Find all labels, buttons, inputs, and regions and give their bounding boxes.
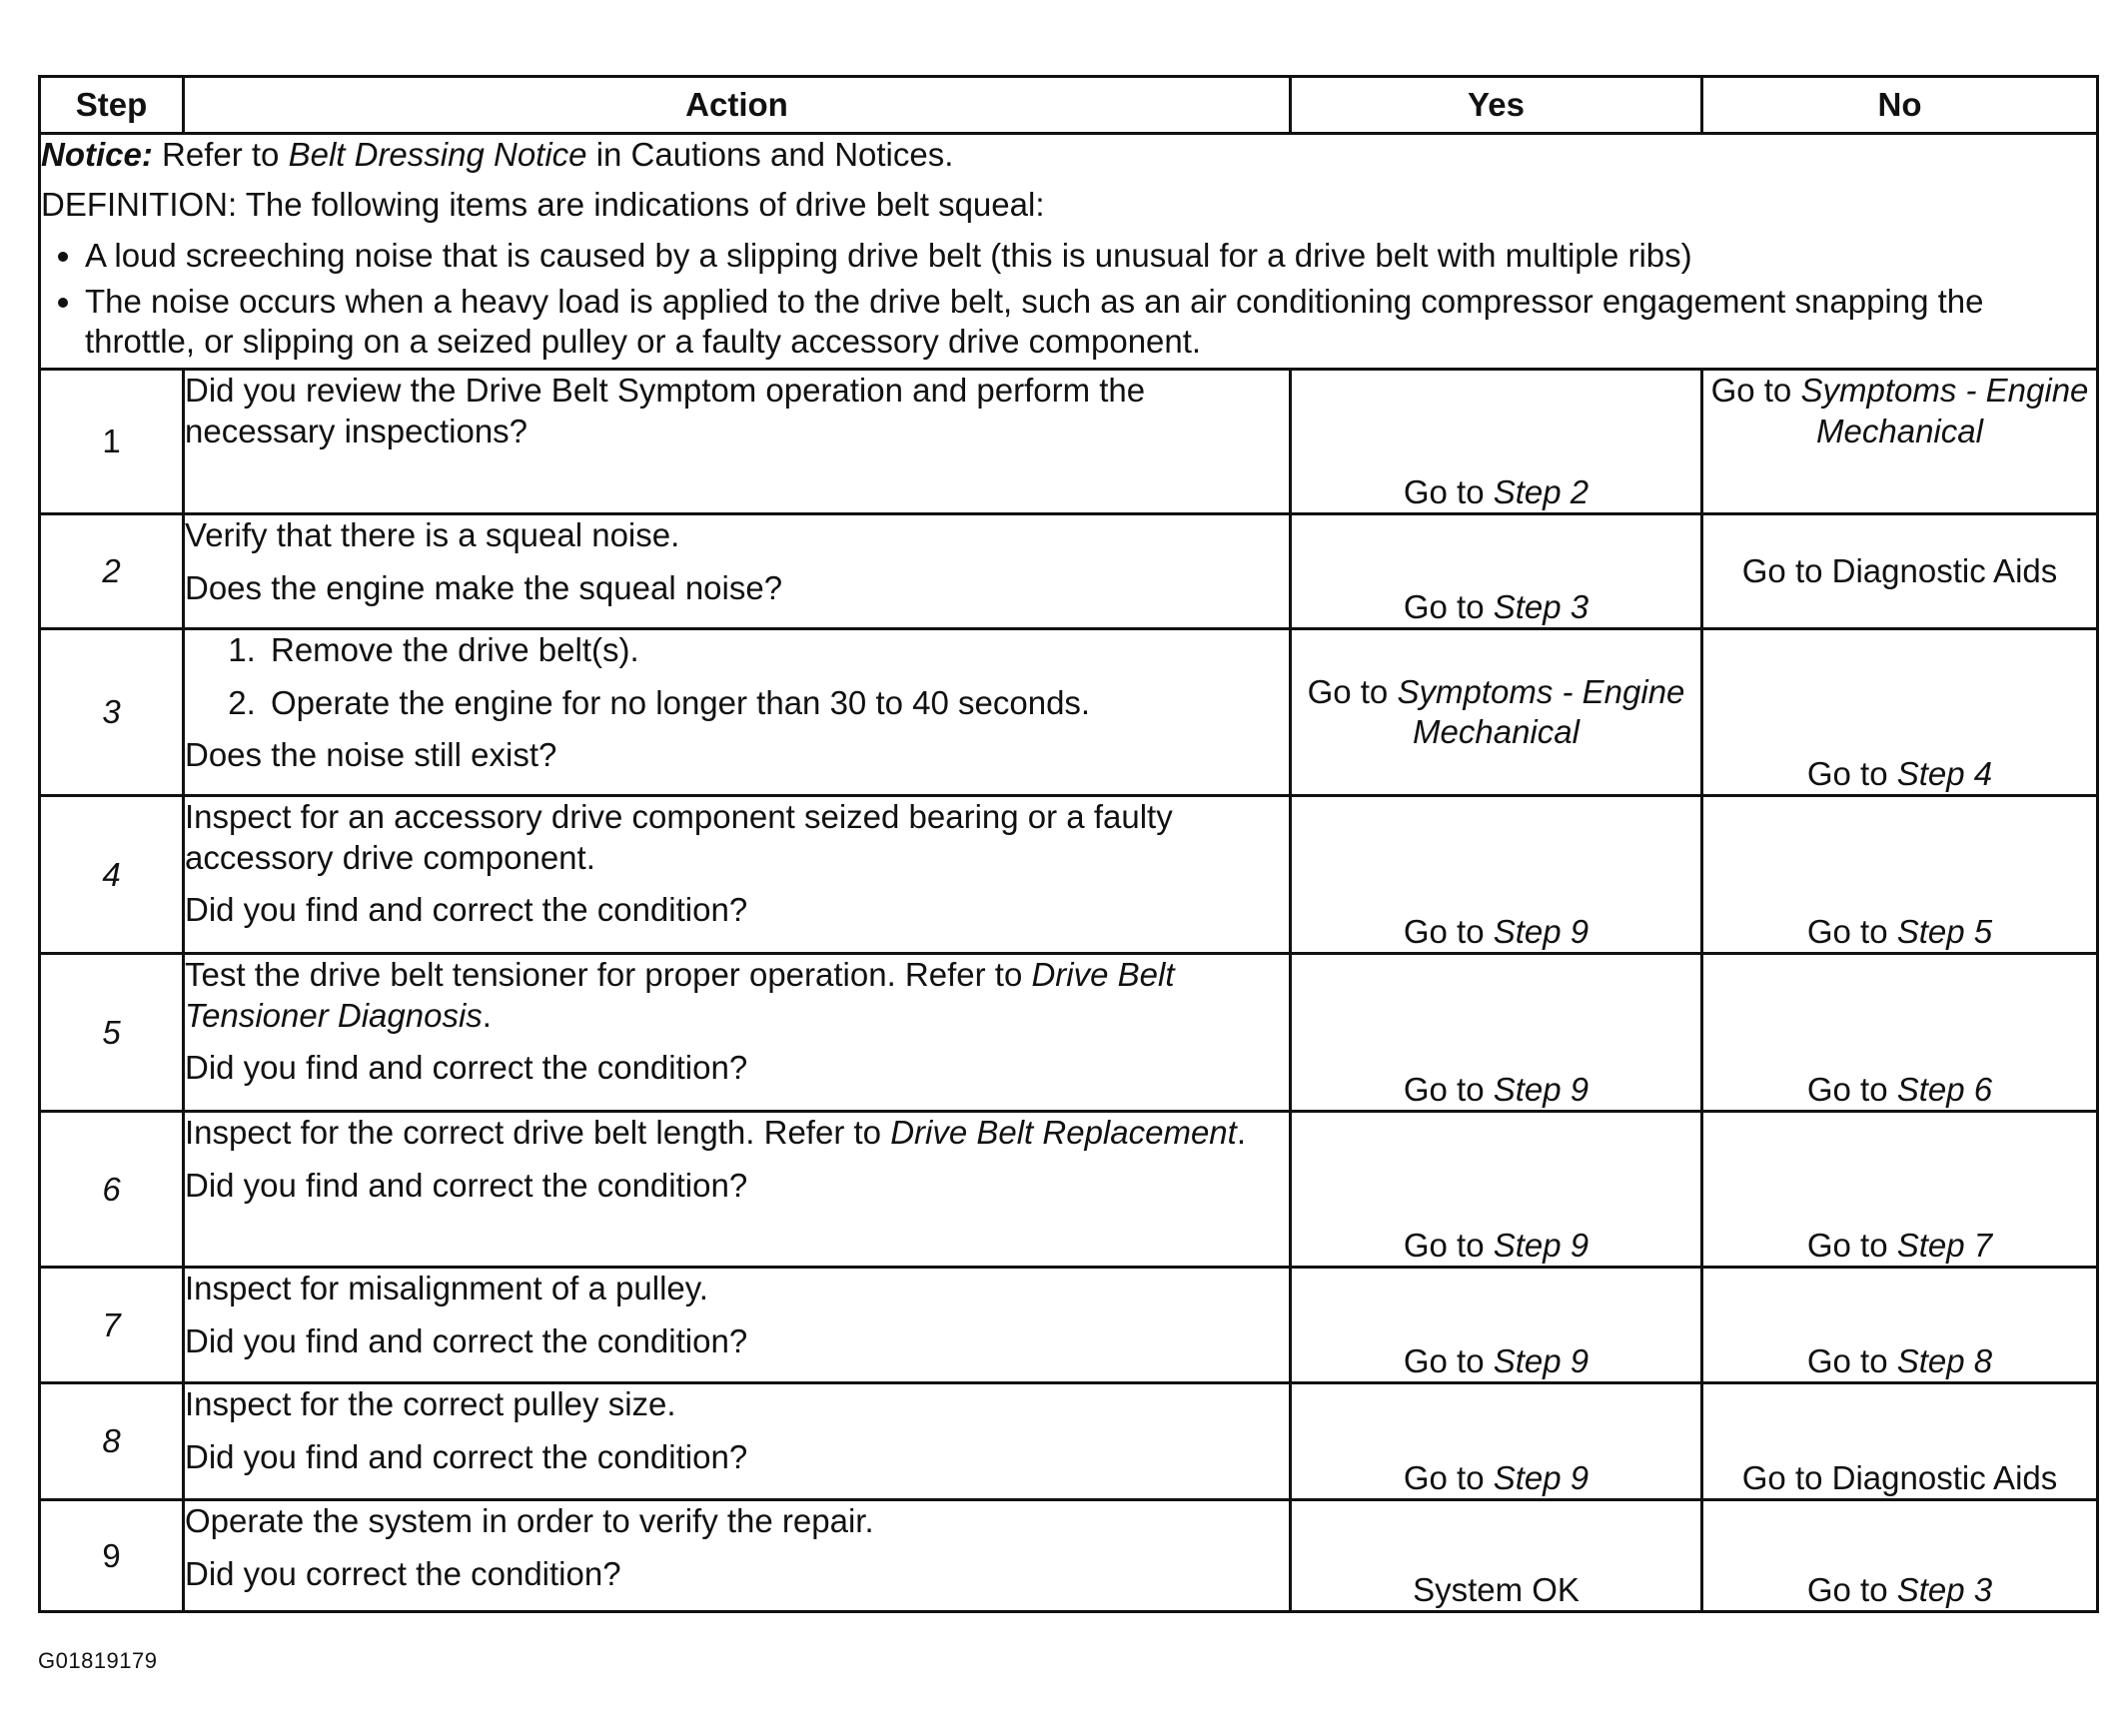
action-cell bbox=[184, 514, 1291, 629]
goto-text: Go to bbox=[1806, 755, 1897, 792]
no-step-link[interactable]: Step 6 bbox=[1896, 1071, 1993, 1108]
header-no: No bbox=[1702, 77, 2098, 134]
no-cell bbox=[1702, 1383, 2098, 1500]
yes-step-link[interactable]: Step 9 bbox=[1493, 913, 1590, 950]
action-pre: Inspect for the correct drive belt length. Refer to bbox=[185, 1114, 891, 1152]
action-pre: Test the drive belt tensioner for proper operation. Refer to bbox=[185, 956, 1032, 994]
action-text: Verify that there is a squeal noise. bbox=[185, 516, 680, 554]
goto-text: Go to bbox=[1403, 1459, 1494, 1496]
yes-cell bbox=[1291, 954, 1702, 1112]
no-diagnostic-aids-link[interactable]: Go to Diagnostic Aids bbox=[1741, 1459, 2058, 1496]
action-cell bbox=[184, 1383, 1291, 1500]
no-diagnostic-aids-link[interactable]: Go to Diagnostic Aids bbox=[1741, 552, 2058, 590]
no-step-link[interactable]: Step 8 bbox=[1896, 1342, 1993, 1379]
substep-item: 2. Operate the engine for no longer than 30 to 40 seconds. bbox=[265, 683, 1289, 723]
action-ref-link[interactable]: Drive Belt Replacement bbox=[890, 1114, 1237, 1152]
action-text: Operate the system in order to verify the repair. bbox=[185, 1502, 874, 1540]
action-text: Inspect for misalignment of a pulley. bbox=[185, 1270, 708, 1307]
step-number: 7 bbox=[40, 1268, 184, 1383]
diagnostic-table bbox=[38, 75, 2099, 1613]
action-cell bbox=[184, 1112, 1291, 1268]
action-text: Inspect for the correct pulley size. bbox=[185, 1385, 676, 1423]
action-question: Did you find and correct the condition? bbox=[185, 1437, 748, 1475]
action-post: . bbox=[482, 996, 492, 1034]
goto-text: Go to bbox=[1806, 1571, 1897, 1608]
step-number: 6 bbox=[40, 1112, 184, 1268]
step-number: 1 bbox=[40, 370, 184, 514]
figure-id: G01819179 bbox=[38, 1648, 158, 1673]
no-symptoms-link[interactable]: Symptoms - Engine Mechanical bbox=[1800, 372, 2089, 449]
no-cell bbox=[1702, 954, 2098, 1112]
notice-cell bbox=[40, 134, 2098, 370]
action-text bbox=[185, 955, 1289, 1036]
yes-step-link[interactable]: Step 9 bbox=[1493, 1459, 1590, 1496]
no-cell bbox=[1702, 1268, 2098, 1383]
no-cell bbox=[1702, 629, 2098, 796]
step-row bbox=[40, 1112, 2098, 1268]
definition-line: DEFINITION: The following items are indications of drive belt squeal: bbox=[41, 186, 1045, 224]
action-cell bbox=[184, 629, 1291, 796]
step-row bbox=[40, 370, 2098, 514]
step-number: 2 bbox=[40, 514, 184, 629]
yes-step-link[interactable]: Step 2 bbox=[1493, 473, 1590, 510]
goto-text: Go to bbox=[1403, 1071, 1494, 1108]
yes-step-link[interactable]: Step 3 bbox=[1493, 588, 1590, 625]
system-ok-text: System OK bbox=[1413, 1571, 1580, 1608]
step-row bbox=[40, 954, 2098, 1112]
action-cell bbox=[184, 370, 1291, 514]
action-post: . bbox=[1236, 1114, 1247, 1152]
step-number: 9 bbox=[40, 1500, 184, 1612]
step-number: 3 bbox=[40, 629, 184, 796]
goto-text: Go to bbox=[1403, 1227, 1494, 1264]
action-cell bbox=[184, 1500, 1291, 1612]
action-text bbox=[185, 1113, 1289, 1153]
yes-cell bbox=[1291, 1112, 1702, 1268]
substep-item: 1. Remove the drive belt(s). bbox=[265, 630, 1289, 670]
yes-cell bbox=[1291, 514, 1702, 629]
notice-line bbox=[41, 135, 2096, 175]
yes-cell bbox=[1291, 1500, 1702, 1612]
step-row bbox=[40, 1500, 2098, 1612]
action-text: Did you review the Drive Belt Symptom operation and perform the necessary inspections? bbox=[185, 372, 1146, 449]
notice-ref: Belt Dressing Notice bbox=[288, 136, 587, 173]
notice-label: Notice: bbox=[41, 136, 153, 173]
yes-symptoms-link[interactable]: Symptoms - Engine Mechanical bbox=[1397, 673, 1685, 751]
header-action: Action bbox=[184, 77, 1291, 134]
no-cell bbox=[1702, 1112, 2098, 1268]
goto-text: Go to bbox=[1806, 1227, 1897, 1264]
action-cell bbox=[184, 1268, 1291, 1383]
yes-cell bbox=[1291, 629, 1702, 796]
no-step-link[interactable]: Step 5 bbox=[1896, 913, 1993, 950]
no-step-link[interactable]: Step 7 bbox=[1896, 1227, 1993, 1264]
notice-pre: Refer to bbox=[152, 136, 289, 173]
step-row bbox=[40, 1383, 2098, 1500]
yes-cell bbox=[1291, 370, 1702, 514]
step-number: 5 bbox=[40, 954, 184, 1112]
yes-step-link[interactable]: Step 9 bbox=[1493, 1342, 1590, 1379]
action-question: Did you find and correct the condition? bbox=[185, 1048, 748, 1086]
step-row bbox=[40, 514, 2098, 629]
step-row bbox=[40, 629, 2098, 796]
no-step-link[interactable]: Step 4 bbox=[1896, 755, 1993, 792]
no-cell bbox=[1702, 514, 2098, 629]
step-row bbox=[40, 1268, 2098, 1383]
action-question: Did you find and correct the condition? bbox=[185, 1321, 748, 1359]
notice-row bbox=[40, 134, 2098, 370]
no-cell bbox=[1702, 1500, 2098, 1612]
action-cell bbox=[184, 796, 1291, 954]
yes-cell bbox=[1291, 796, 1702, 954]
no-step-link[interactable]: Step 3 bbox=[1896, 1571, 1993, 1608]
step-number: 4 bbox=[40, 796, 184, 954]
definition-item: • The noise occurs when a heavy load is applied to the drive belt, such as an air conditioning compressor engagement snapping the throttle, or slipping on a seized pulley or a faulty accessory drive component. bbox=[85, 282, 2096, 363]
step-row bbox=[40, 796, 2098, 954]
step-number: 8 bbox=[40, 1383, 184, 1500]
yes-cell bbox=[1291, 1268, 1702, 1383]
goto-text: Go to bbox=[1806, 1342, 1897, 1379]
goto-text: Go to bbox=[1403, 1342, 1494, 1379]
yes-cell bbox=[1291, 1383, 1702, 1500]
action-ref-link[interactable]: Drive Belt Tensioner Diagnosis bbox=[185, 956, 1175, 1034]
goto-text: Go to bbox=[1710, 372, 1801, 410]
yes-step-link[interactable]: Step 9 bbox=[1493, 1071, 1590, 1108]
goto-text: Go to bbox=[1307, 673, 1398, 710]
action-question: Did you find and correct the condition? bbox=[185, 890, 748, 928]
no-cell bbox=[1702, 370, 2098, 514]
goto-text: Go to bbox=[1806, 913, 1897, 950]
action-text: Inspect for an accessory drive component seized bearing or a faulty accessory drive component. bbox=[185, 798, 1173, 876]
goto-text: Go to bbox=[1806, 1071, 1897, 1108]
header-step: Step bbox=[40, 77, 184, 134]
yes-step-link[interactable]: Step 9 bbox=[1493, 1227, 1590, 1264]
header-row bbox=[40, 77, 2098, 134]
action-cell bbox=[184, 954, 1291, 1112]
action-question: Does the engine make the squeal noise? bbox=[185, 568, 783, 606]
goto-text: Go to bbox=[1403, 913, 1494, 950]
goto-text: Go to bbox=[1403, 588, 1494, 625]
definition-list bbox=[41, 236, 2096, 363]
action-question: Did you correct the condition? bbox=[185, 1554, 621, 1592]
action-substeps bbox=[185, 630, 1289, 723]
action-question: Does the noise still exist? bbox=[185, 735, 557, 773]
no-cell bbox=[1702, 796, 2098, 954]
header-yes: Yes bbox=[1291, 77, 1702, 134]
notice-post: in Cautions and Notices. bbox=[586, 136, 954, 173]
goto-text: Go to bbox=[1403, 473, 1494, 510]
action-question: Did you find and correct the condition? bbox=[185, 1166, 748, 1204]
definition-item: • A loud screeching noise that is caused by a slipping drive belt (this is unusual for a drive belt with multiple ribs) bbox=[85, 236, 2096, 276]
